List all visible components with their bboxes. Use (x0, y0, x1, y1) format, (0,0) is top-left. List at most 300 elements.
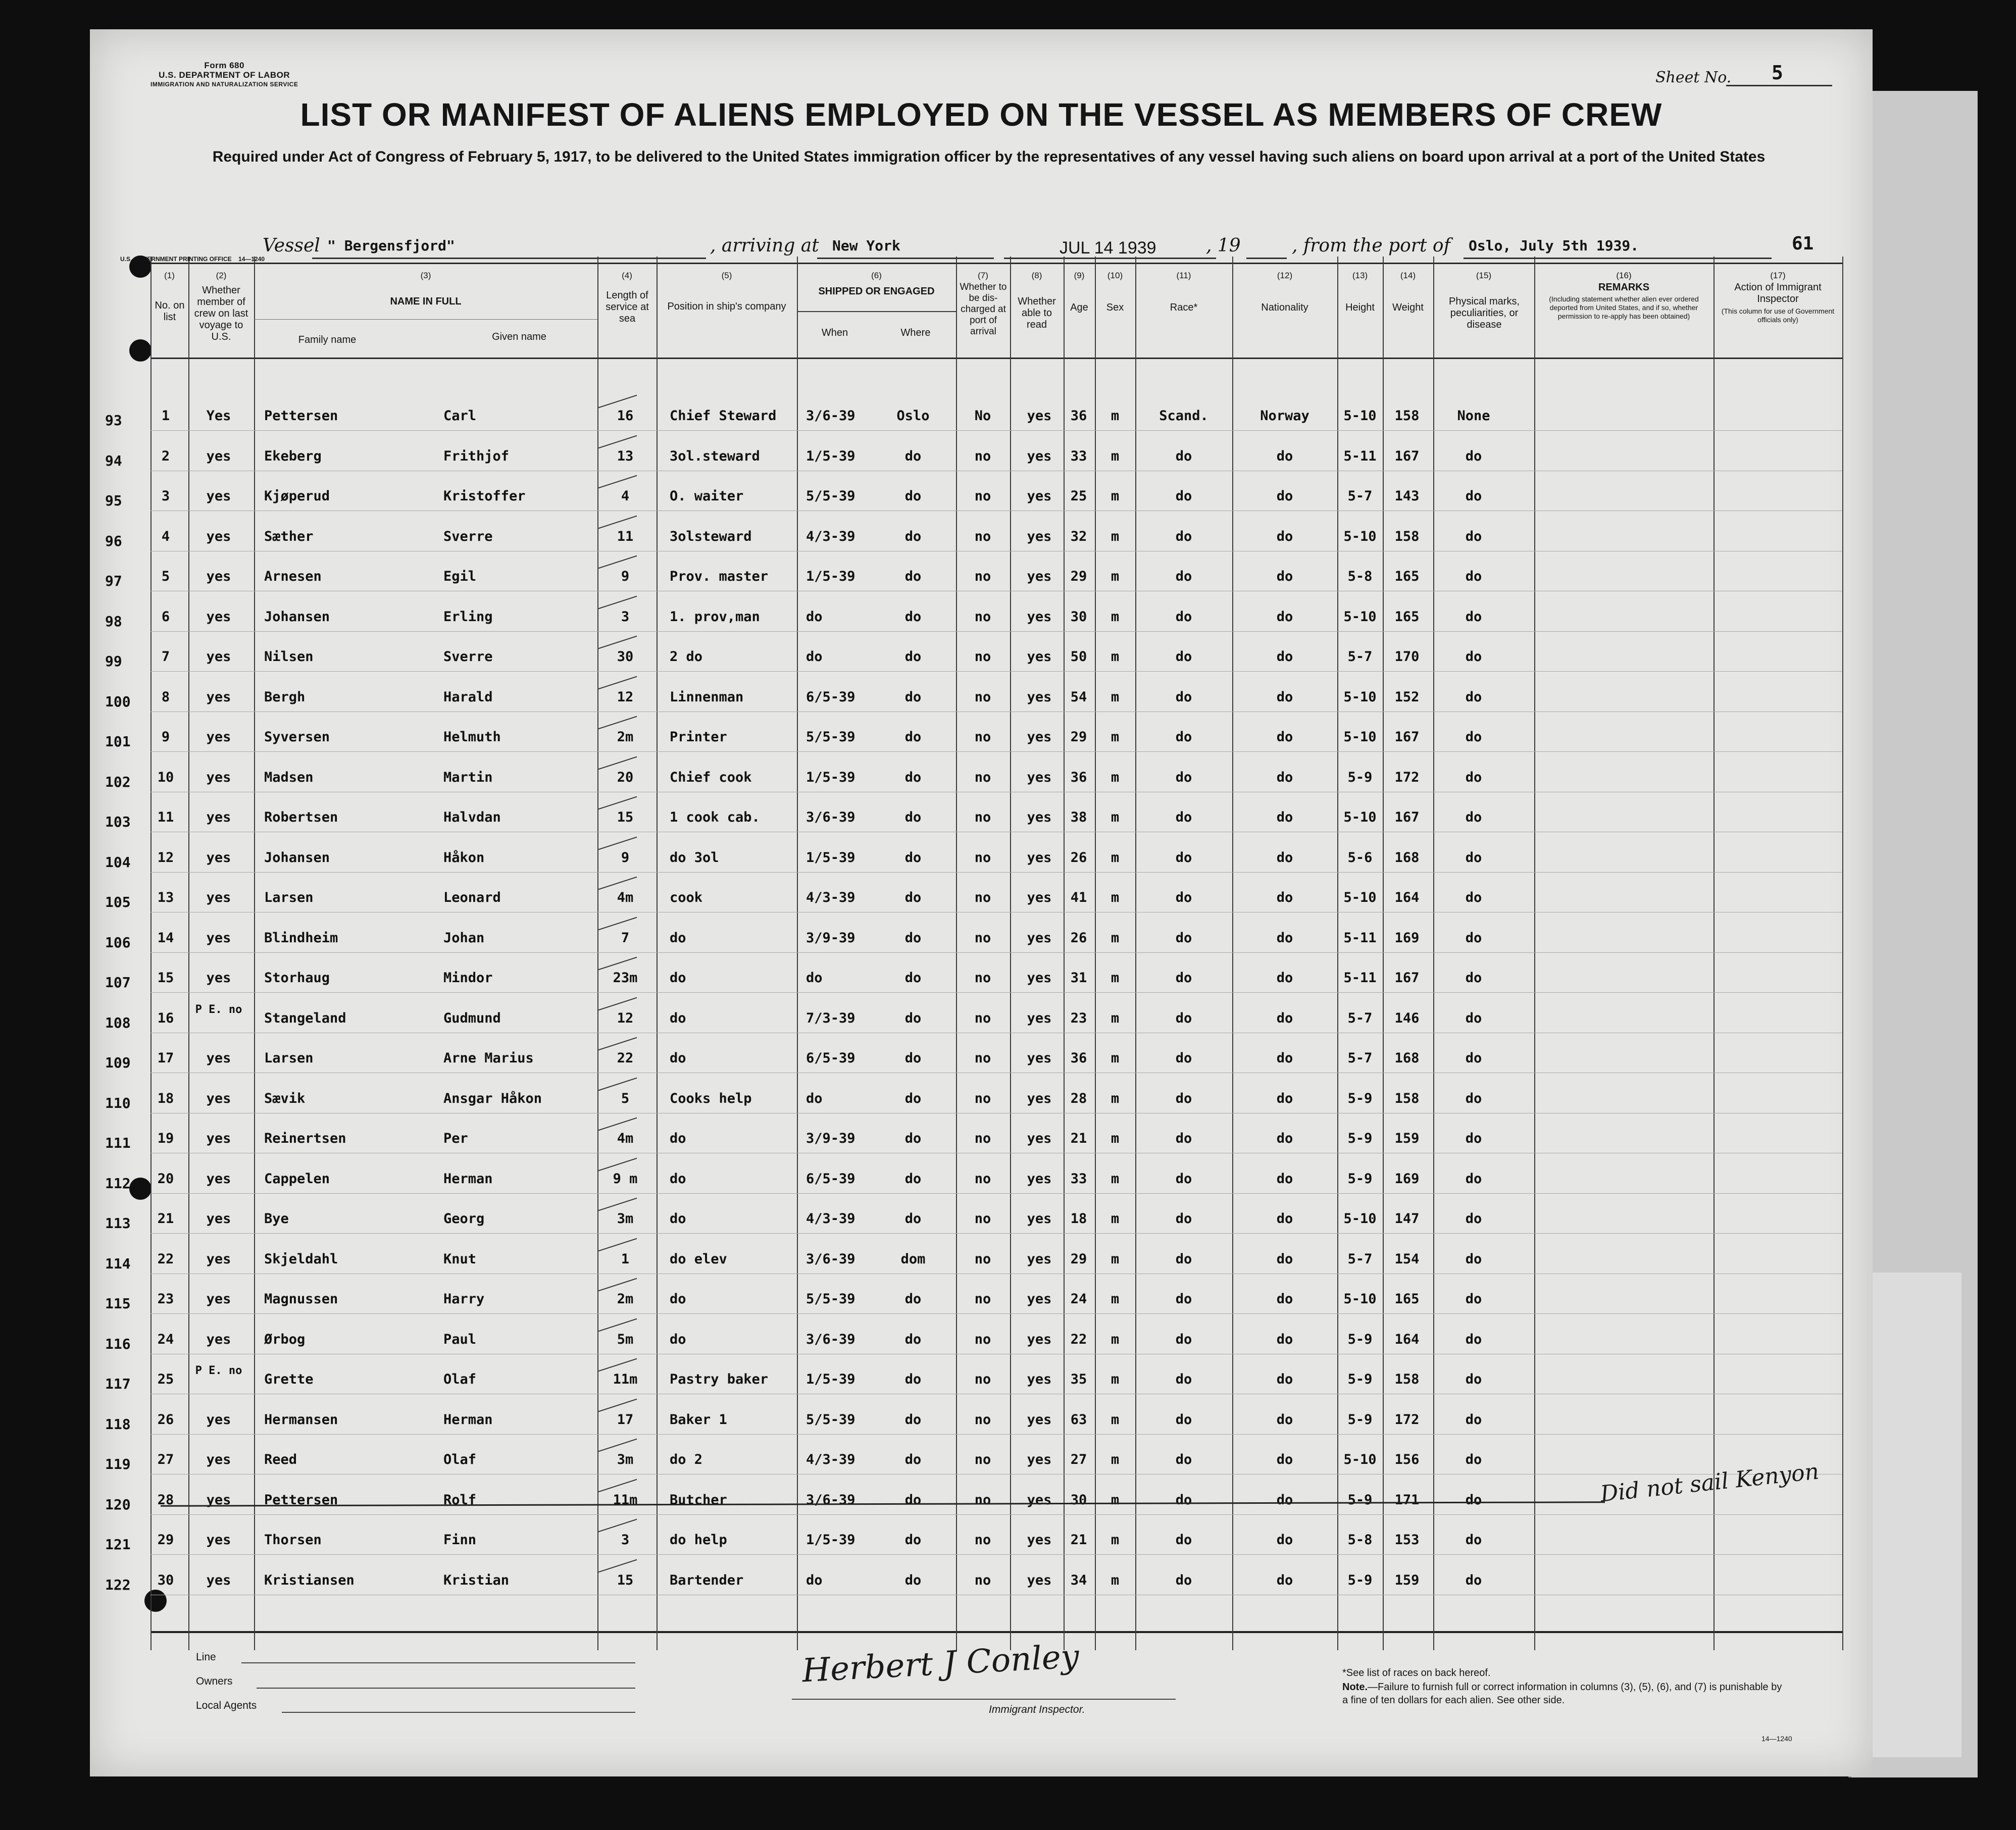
cell-sex: m (1111, 649, 1120, 665)
cell-when: 3/9-39 (806, 1131, 855, 1146)
cell-voy: yes (206, 1492, 231, 1508)
cell-family: Nilsen (264, 649, 314, 665)
cell-when: do (806, 608, 823, 625)
cell-nat: do (1276, 1291, 1293, 1307)
cell-voy: yes (206, 488, 231, 504)
cell-no: 25 (157, 1371, 174, 1387)
cell-where: do (904, 1010, 922, 1026)
cell-sex: m (1111, 1211, 1120, 1227)
cell-position: Chief Steward (670, 408, 777, 424)
cell-where: do (904, 890, 922, 905)
header-remarks-note: (Including statement whether alien ever ordered deported from United States, and if so, whether permission to re-apply has been obtained) (1549, 295, 1699, 320)
col-num-17: (17) (1770, 271, 1786, 280)
cell-age: 34 (1070, 1572, 1087, 1588)
cell-when: 1/5-39 (806, 1532, 855, 1548)
cell-phys: do (1465, 809, 1482, 825)
cell-phys: do (1465, 769, 1482, 785)
cell-weight: 165 (1394, 608, 1420, 625)
cell-race: do (1175, 528, 1192, 544)
cell-no: 13 (157, 890, 174, 905)
cell-weight: 167 (1394, 448, 1420, 464)
cell-voy: yes (206, 1291, 231, 1307)
margin-number: 98 (105, 613, 122, 630)
col-num-14: (14) (1400, 271, 1416, 280)
cell-phys: do (1465, 1452, 1482, 1467)
cell-read: yes (1027, 1251, 1052, 1267)
header-length-of-service: Length of service at sea (606, 290, 649, 324)
cell-family: Storhaug (264, 970, 330, 986)
cell-read: yes (1027, 608, 1052, 625)
manifest-title: LIST OR MANIFEST OF ALIENS EMPLOYED ON THE VESSEL AS MEMBERS OF CREW (300, 96, 1662, 133)
cell-when: 6/5-39 (806, 689, 855, 705)
col-num-15: (15) (1476, 271, 1492, 280)
cell-disch: No (974, 408, 991, 424)
cell-where: Oslo (896, 408, 930, 424)
cell-phys: do (1465, 729, 1482, 745)
cell-nat: do (1276, 1251, 1293, 1267)
cell-where: do (904, 1050, 922, 1066)
cell-length: 17 (617, 1411, 634, 1428)
cell-age: 36 (1070, 769, 1087, 785)
row-rule (150, 430, 1842, 431)
col-num-12: (12) (1277, 271, 1293, 280)
cell-age: 33 (1070, 1171, 1087, 1187)
cell-nat: do (1276, 1050, 1293, 1066)
cell-where: do (904, 569, 922, 584)
cell-phys: do (1465, 1492, 1482, 1508)
cell-voy: yes (206, 1411, 231, 1428)
cell-where: do (904, 1090, 922, 1106)
cell-where: do (904, 689, 922, 705)
header-weight: Weight (1392, 302, 1424, 313)
cell-phys: do (1465, 1572, 1482, 1588)
cell-when: 3/9-39 (806, 930, 855, 946)
cell-position: Bartender (670, 1572, 744, 1588)
cell-when: 6/5-39 (806, 1050, 855, 1066)
cell-family: Arnesen (264, 569, 322, 584)
cell-given: Herman (443, 1171, 493, 1187)
tally-mark (598, 997, 637, 1010)
cell-race: do (1175, 649, 1192, 665)
cell-position: Printer (670, 729, 727, 745)
cell-family: Bye (264, 1211, 289, 1227)
row-rule (150, 1313, 1842, 1314)
cell-age: 21 (1070, 1131, 1087, 1146)
cell-age: 21 (1070, 1532, 1087, 1548)
cell-height: 5-6 (1347, 849, 1373, 866)
cell-voy: yes (206, 448, 231, 464)
cell-when: 4/3-39 (806, 1452, 855, 1467)
cell-length: 4m (617, 1131, 634, 1146)
cell-where: do (904, 769, 922, 785)
tally-mark (598, 917, 637, 930)
cell-given: Arne Marius (443, 1050, 534, 1066)
cell-family: Syversen (264, 729, 330, 745)
cell-given: Leonard (443, 890, 501, 905)
cell-sex: m (1111, 448, 1120, 464)
cell-length: 12 (617, 689, 634, 705)
cell-family: Hermansen (264, 1411, 338, 1428)
cell-phys: do (1465, 1411, 1482, 1428)
cell-age: 29 (1070, 729, 1087, 745)
cell-race: do (1175, 1572, 1192, 1588)
cell-sex: m (1111, 1131, 1120, 1146)
cell-where: do (904, 970, 922, 986)
cell-length: 22 (617, 1050, 634, 1066)
cell-when: do (806, 1090, 823, 1106)
cell-weight: 172 (1394, 769, 1420, 785)
margin-number: 118 (105, 1415, 131, 1433)
cell-disch: no (974, 649, 991, 665)
header-race: Race* (1170, 302, 1198, 313)
cell-no: 27 (157, 1452, 174, 1467)
cell-no: 16 (157, 1010, 174, 1026)
cell-family: Robertsen (264, 809, 338, 825)
cell-no: 20 (157, 1171, 174, 1187)
cell-given: Kristoffer (443, 488, 526, 504)
cell-position: 3ol.steward (670, 448, 760, 464)
cell-no: 19 (157, 1131, 174, 1146)
cell-position: do (670, 1010, 686, 1026)
cell-read: yes (1027, 1211, 1052, 1227)
margin-number: 109 (105, 1054, 131, 1071)
cell-read: yes (1027, 1532, 1052, 1548)
cell-nat: do (1276, 1131, 1293, 1146)
cell-weight: 158 (1394, 1090, 1420, 1106)
cell-no: 17 (157, 1050, 174, 1066)
margin-number: 112 (105, 1175, 131, 1192)
header-when: When (821, 327, 848, 338)
margin-number: 94 (105, 452, 122, 469)
cell-position: do elev (670, 1251, 727, 1267)
cell-no: 12 (157, 849, 174, 866)
cell-read: yes (1027, 528, 1052, 544)
cell-sex: m (1111, 1171, 1120, 1187)
cell-no: 22 (157, 1251, 174, 1267)
header-remarks: REMARKS (1598, 282, 1650, 293)
cell-phys: do (1465, 1371, 1482, 1387)
cell-phys: do (1465, 930, 1482, 946)
tally-mark (598, 1519, 637, 1533)
tally-mark (598, 1278, 637, 1292)
cell-where: do (904, 930, 922, 946)
cell-race: do (1175, 890, 1192, 905)
cell-read: yes (1027, 1572, 1052, 1588)
cell-phys: do (1465, 528, 1482, 544)
cell-weight: 169 (1394, 930, 1420, 946)
cell-age: 36 (1070, 408, 1087, 424)
cell-disch: no (974, 970, 991, 986)
cell-nat: do (1276, 1171, 1293, 1187)
cell-when: 5/5-39 (806, 1411, 855, 1428)
col-num-1: (1) (164, 271, 175, 280)
cell-weight: 147 (1394, 1211, 1420, 1227)
row-rule (150, 992, 1842, 993)
cell-age: 29 (1070, 569, 1087, 584)
cell-where: do (904, 608, 922, 625)
cell-race: do (1175, 729, 1192, 745)
tally-mark (598, 1398, 637, 1412)
vessel-label: Vessel (263, 235, 320, 256)
cell-length: 7 (621, 930, 630, 946)
cell-given: Sverre (443, 649, 493, 665)
cell-age: 18 (1070, 1211, 1087, 1227)
cell-given: Rolf (443, 1492, 477, 1508)
cell-read: yes (1027, 1131, 1052, 1146)
cell-when: 3/6-39 (806, 1331, 855, 1347)
cell-sex: m (1111, 1050, 1120, 1066)
cell-race: do (1175, 689, 1192, 705)
cell-given: Håkon (443, 849, 485, 866)
tally-mark (598, 1439, 637, 1452)
cell-family: Kjøperud (264, 488, 330, 504)
cell-voy: yes (206, 849, 231, 866)
cell-when: do (806, 649, 823, 665)
arrival-date-stamp: JUL 14 1939 (1060, 238, 1156, 258)
cell-weight: 165 (1394, 569, 1420, 584)
underlying-page-lower (1869, 1273, 1961, 1757)
cell-voy: yes (206, 1050, 231, 1066)
cell-length: 16 (617, 408, 634, 424)
cell-height: 5-10 (1343, 1452, 1377, 1467)
cell-length: 4m (617, 890, 634, 905)
cell-position: 2 do (670, 649, 703, 665)
tally-mark (598, 1358, 637, 1372)
margin-number: 115 (105, 1295, 131, 1312)
cell-race: do (1175, 769, 1192, 785)
cell-position: do (670, 1131, 686, 1146)
cell-given: Gudmund (443, 1010, 501, 1026)
cell-nat: do (1276, 809, 1293, 825)
cell-when: do (806, 970, 823, 986)
cell-family: Pettersen (264, 1492, 338, 1508)
cell-age: 29 (1070, 1251, 1087, 1267)
cell-nat: do (1276, 608, 1293, 625)
cell-height: 5-10 (1343, 408, 1377, 424)
cell-where: do (904, 1532, 922, 1548)
cell-no: 5 (161, 569, 170, 584)
margin-number: 103 (105, 814, 131, 830)
cell-family: Bergh (264, 689, 306, 705)
cell-phys: do (1465, 970, 1482, 986)
header-discharged: Whether to be dis-charged at port of arrival (960, 282, 1007, 337)
cell-race: do (1175, 448, 1192, 464)
cell-read: yes (1027, 1371, 1052, 1387)
cell-race: do (1175, 608, 1192, 625)
cell-race: do (1175, 569, 1192, 584)
form-number: Form 680 (204, 61, 244, 70)
departure-port: Oslo, July 5th 1939. (1469, 237, 1639, 254)
cell-age: 35 (1070, 1371, 1087, 1387)
cell-given: Georg (443, 1211, 485, 1227)
cell-given: Harry (443, 1291, 485, 1307)
cell-family: Grette (264, 1371, 314, 1387)
cell-voy: Yes (206, 408, 231, 424)
tally-mark (598, 1077, 637, 1091)
cell-position: O. waiter (670, 488, 744, 504)
cell-disch: no (974, 769, 991, 785)
cell-when: 4/3-39 (806, 890, 855, 905)
cell-race: do (1175, 1492, 1192, 1508)
cell-phys: do (1465, 1131, 1482, 1146)
header-able-to-read: Whether able to read (1018, 296, 1056, 330)
cell-read: yes (1027, 1331, 1052, 1347)
row-rule (150, 872, 1842, 873)
cell-where: do (904, 1371, 922, 1387)
cell-no: 15 (157, 970, 174, 986)
margin-number: 100 (105, 693, 131, 710)
cell-family: Johansen (264, 608, 330, 625)
cell-given: Knut (443, 1251, 477, 1267)
cell-family: Kristiansen (264, 1572, 355, 1588)
cell-phys: None (1457, 408, 1490, 424)
cell-read: yes (1027, 649, 1052, 665)
cell-race: do (1175, 1532, 1192, 1548)
cell-family: Sævik (264, 1090, 306, 1106)
form-department: U.S. DEPARTMENT OF LABOR (159, 70, 290, 80)
col-num-10: (10) (1107, 271, 1123, 280)
cell-voy: yes (206, 569, 231, 584)
cell-sex: m (1111, 1492, 1120, 1508)
header-nationality: Nationality (1261, 302, 1308, 313)
cell-disch: no (974, 849, 991, 866)
cell-position: Cooks help (670, 1090, 752, 1106)
cell-read: yes (1027, 1171, 1052, 1187)
cell-length: 3m (617, 1211, 634, 1227)
cell-height: 5-9 (1347, 1090, 1373, 1106)
page-mark: 61 (1792, 233, 1814, 254)
cell-when: 5/5-39 (806, 729, 855, 745)
cell-where: do (904, 729, 922, 745)
cell-voy: P E. no (195, 1003, 242, 1016)
col-num-3: (3) (420, 271, 431, 280)
cell-disch: no (974, 1532, 991, 1548)
cell-read: yes (1027, 1492, 1052, 1508)
cell-nat: do (1276, 528, 1293, 544)
margin-number: 117 (105, 1376, 131, 1392)
row-rule (150, 711, 1842, 712)
cell-family: Ekeberg (264, 448, 322, 464)
cell-age: 27 (1070, 1452, 1087, 1467)
cell-weight: 158 (1394, 528, 1420, 544)
cell-read: yes (1027, 970, 1052, 986)
cell-read: yes (1027, 729, 1052, 745)
margin-number: 114 (105, 1255, 131, 1272)
cell-sex: m (1111, 528, 1120, 544)
cell-nat: do (1276, 769, 1293, 785)
cell-position: Butcher (670, 1492, 727, 1508)
cell-phys: do (1465, 569, 1482, 584)
sheet-number-line (1726, 85, 1832, 86)
col-num-9: (9) (1074, 271, 1085, 280)
cell-family: Stangeland (264, 1010, 346, 1026)
cell-no: 1 (161, 408, 170, 424)
cell-disch: no (974, 689, 991, 705)
cell-voy: P E. no (195, 1364, 242, 1377)
year-label: , 19 (1206, 235, 1241, 256)
cell-race: do (1175, 1050, 1192, 1066)
cell-voy: yes (206, 729, 231, 745)
cell-position: cook (670, 890, 703, 905)
cell-sex: m (1111, 930, 1120, 946)
header-action-inspector: Action of Immigrant Inspector (1734, 282, 1822, 304)
cell-voy: yes (206, 1131, 231, 1146)
cell-length: 11m (613, 1371, 638, 1387)
gpo-imprint: U.S. GOVERNMENT PRINTING OFFICE 14—1240 (120, 256, 265, 263)
cell-race: do (1175, 970, 1192, 986)
cell-read: yes (1027, 1010, 1052, 1026)
cell-where: do (904, 1452, 922, 1467)
cell-given: Olaf (443, 1371, 477, 1387)
cell-voy: yes (206, 970, 231, 986)
cell-read: yes (1027, 569, 1052, 584)
races-note: *See list of races on back hereof. (1342, 1667, 1491, 1679)
cell-sex: m (1111, 1572, 1120, 1588)
tally-mark (598, 636, 637, 649)
cell-age: 33 (1070, 448, 1087, 464)
cell-age: 26 (1070, 930, 1087, 946)
cell-disch: no (974, 1211, 991, 1227)
cell-height: 5-9 (1347, 1371, 1373, 1387)
cell-no: 21 (157, 1211, 174, 1227)
cell-length: 5m (617, 1331, 634, 1347)
margin-number: 110 (105, 1094, 131, 1111)
cell-height: 5-7 (1347, 488, 1373, 504)
cell-disch: no (974, 569, 991, 584)
cell-height: 5-7 (1347, 1251, 1373, 1267)
cell-phys: do (1465, 1331, 1482, 1347)
cell-race: do (1175, 1131, 1192, 1146)
cell-voy: yes (206, 1452, 231, 1467)
cell-phys: do (1465, 488, 1482, 504)
tally-mark (598, 435, 637, 448)
header-position: Position in ship's company (667, 301, 786, 312)
cell-weight: 159 (1394, 1131, 1420, 1146)
cell-race: do (1175, 1411, 1192, 1428)
cell-nat: do (1276, 930, 1293, 946)
cell-length: 9 (621, 849, 630, 866)
tally-mark (598, 877, 637, 890)
cell-disch: no (974, 890, 991, 905)
cell-weight: 167 (1394, 729, 1420, 745)
cell-length: 12 (617, 1010, 634, 1026)
cell-voy: yes (206, 890, 231, 905)
cell-position: do 3ol (670, 849, 719, 866)
cell-position: do 2 (670, 1452, 703, 1467)
cell-voy: yes (206, 1331, 231, 1347)
cell-age: 38 (1070, 809, 1087, 825)
cell-height: 5-9 (1347, 1411, 1373, 1428)
col-num-13: (13) (1352, 271, 1368, 280)
cell-weight: 168 (1394, 849, 1420, 866)
cell-disch: no (974, 608, 991, 625)
cell-sex: m (1111, 890, 1120, 905)
cell-position: do help (670, 1532, 727, 1548)
cell-when: 1/5-39 (806, 1371, 855, 1387)
tally-mark (598, 1198, 637, 1211)
cell-nat: do (1276, 890, 1293, 905)
inspector-label: Immigrant Inspector. (989, 1704, 1085, 1715)
cell-weight: 159 (1394, 1572, 1420, 1588)
cell-nat: do (1276, 649, 1293, 665)
margin-number: 97 (105, 573, 122, 589)
cell-race: do (1175, 1010, 1192, 1026)
cell-read: yes (1027, 1050, 1052, 1066)
cell-where: do (904, 488, 922, 504)
cell-no: 6 (161, 608, 170, 625)
cell-read: yes (1027, 1090, 1052, 1106)
row-rule (150, 631, 1842, 632)
